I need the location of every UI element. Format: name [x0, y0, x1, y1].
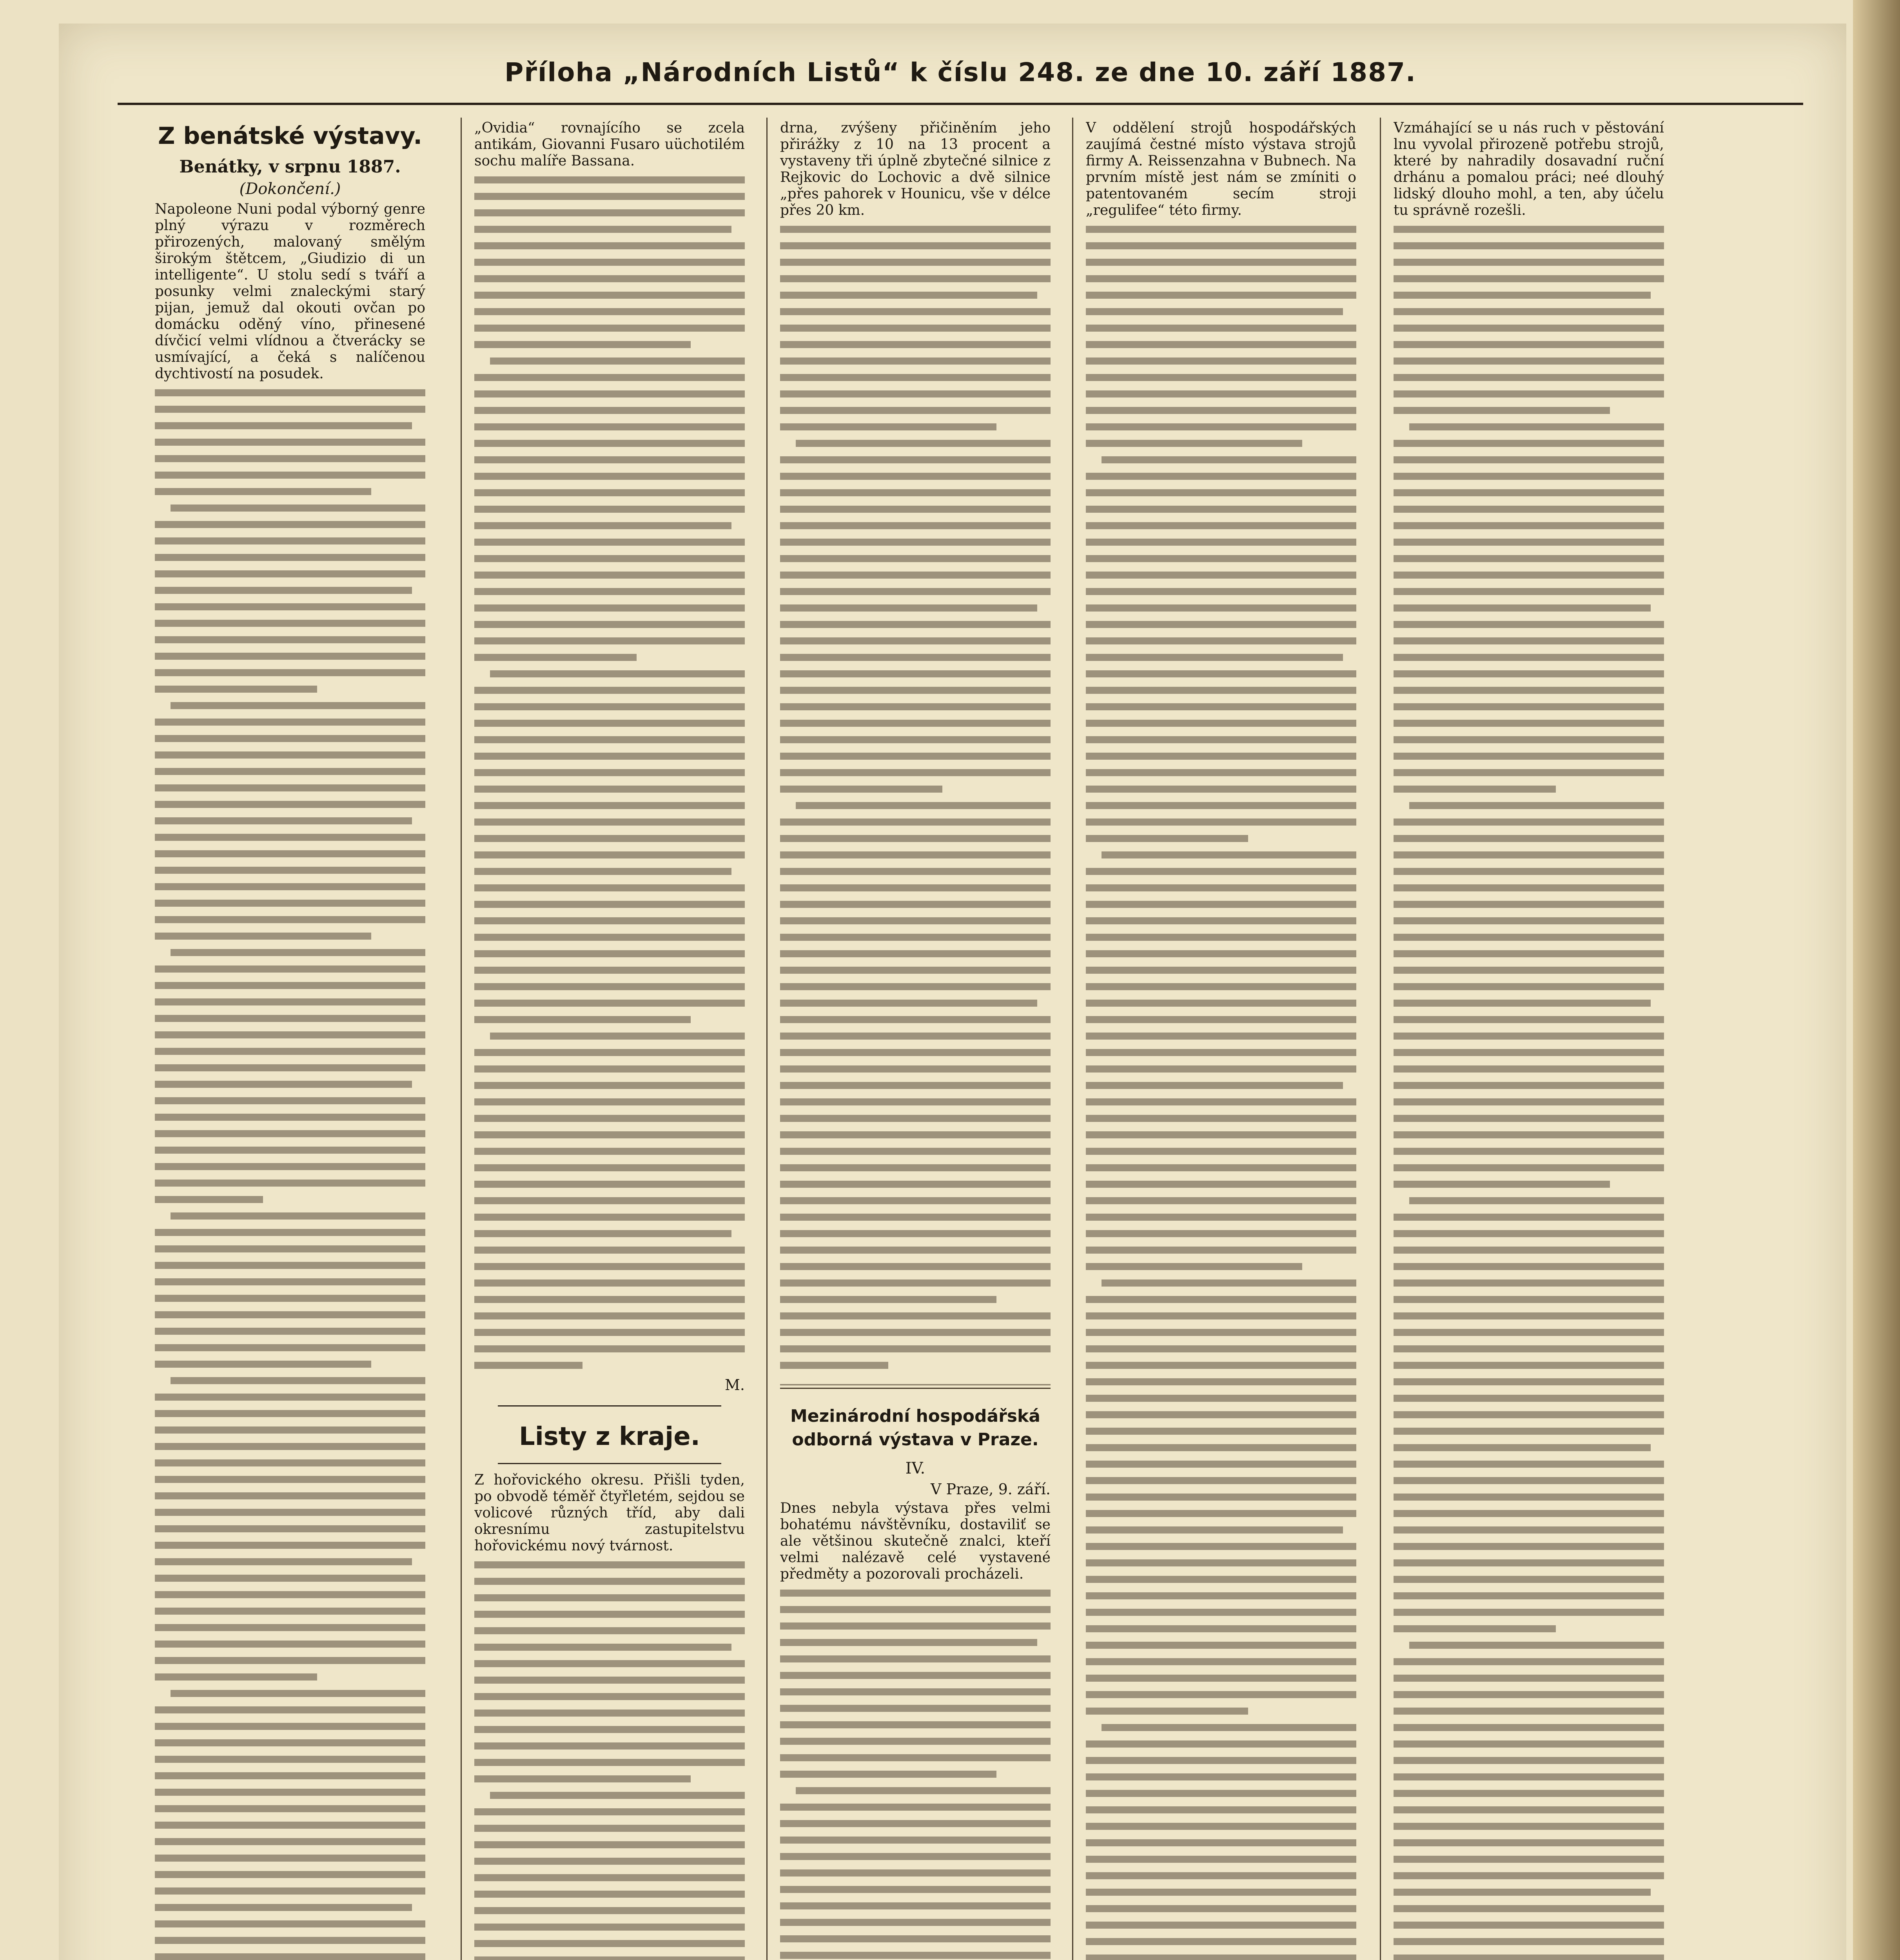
section-body-text — [474, 1557, 745, 1960]
article-opening-paragraph: Napoleone Nuni podal výborný genre plný výrazu v rozměrech přirozených, malovaný smělým širokým štětcem, „Giudizio di un intelligente“. U stolu sedí s tváří a posunky velmi znaleckými starý pijan, jemuž dal okouti ovčan po domácku oděný víno, přinesené dívčicí velmi vlídnou a čtverácky se usmívající, a čeká s nalíčenou dychtivostí na posudek. — [155, 201, 425, 382]
masthead-title: Příloha „Národních Listů“ k číslu 248. ze dne 10. září 1887. — [504, 57, 1417, 87]
section-rule — [780, 1384, 1051, 1389]
column-divider — [766, 118, 768, 1960]
section-rule — [498, 1405, 721, 1406]
section-part-number: IV. — [905, 1459, 926, 1477]
column-2 — [474, 118, 745, 1960]
column-3 — [780, 118, 1051, 1960]
article-heading: Z benátské výstavy. — [158, 122, 423, 150]
column-divider — [1380, 118, 1381, 1960]
section-dateline: V Praze, 9. září. — [931, 1481, 1051, 1498]
section-opening-paragraph: Z hořovického okresu. Přišli tyden, po obvodě téměř čtyřletém, sejdou se volicové různých tříd, aby dali okresnímu zastupitelstvu hořovickému nový tvárnost. — [474, 1472, 745, 1554]
column-5 — [1394, 118, 1664, 1960]
article-continuation: drna, zvýšeny přičiněním jeho přirážky z 10 na 13 procent a vystaveny tři úplně zbytečné silnice z Rejkovic do Lochovic a dvě silnice „přes pahorek v Hounicu, vše v délce přes 20 km. — [780, 120, 1051, 218]
page-edge-shadow — [1853, 0, 1900, 1960]
section-heading: Mezinárodní hospodářská odborná výstava v Praze. — [790, 1406, 1040, 1450]
column-divider — [461, 118, 462, 1960]
article-signature: M. — [725, 1376, 745, 1394]
column-divider — [1072, 118, 1073, 1960]
article-body-text — [155, 385, 425, 1960]
article-body-text — [474, 172, 745, 1372]
article-body-text — [780, 222, 1051, 1372]
masthead-rule — [118, 103, 1803, 105]
section-opening-paragraph: Dnes nebyla výstava přes velmi bohatému návštěvníku, dostaviliť se ale většinou skutečně znalci, kteří velmi nalézavě celé vystavené předměty a pozorovali procházeli. — [780, 1500, 1051, 1582]
article-subheading: (Dokončení.) — [239, 180, 341, 198]
article-body-text — [1086, 222, 1356, 1960]
article-dateline: Benátky, v srpnu 1887. — [179, 157, 401, 177]
article-body-text — [1394, 222, 1664, 1960]
article-continuation: „Ovidia“ rovnajícího se zcela antikám, Giovanni Fusaro uüchotilém sochu malíře Bassana. — [474, 120, 745, 169]
article-continuation: V oddělení strojů hospodářských zaujímá čestné místo výstava strojů firmy A. Reissenzahna v Bubnech. Na prvním místě jest nám se zmíniti o patentovaném secím stroji „regulifee“ této firmy. — [1086, 120, 1356, 218]
section-rule — [498, 1463, 721, 1464]
section-heading: Listy z kraje. — [519, 1422, 700, 1451]
column-4 — [1086, 118, 1356, 1960]
column-1 — [155, 118, 425, 1960]
article-continuation: Vzmáhající se u nás ruch v pěstování lnu vyvolal přirozeně potřebu strojů, které by nahradily dosavadní ruční drhánu a pomalou práci; neé dlouhý lidský dlouho mohl, a ten, aby účelu tu správně rozešli. — [1394, 120, 1664, 218]
section-body-text — [780, 1586, 1051, 1960]
